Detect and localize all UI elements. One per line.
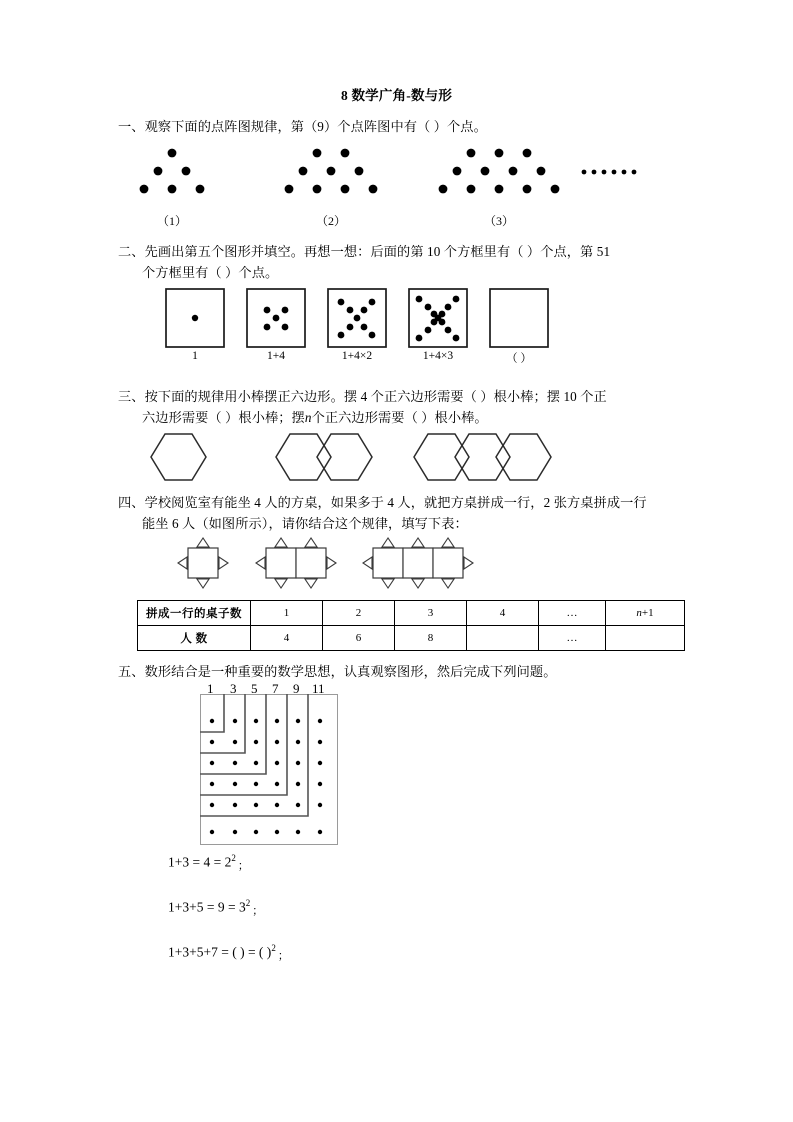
gnomon-label-9: 9 xyxy=(293,681,300,696)
dot-array-1 xyxy=(140,149,205,194)
hexagon-sticks-svg xyxy=(118,428,688,486)
question-4-text xyxy=(118,492,690,534)
equation-2-body: 1+3+5 = 9 = 3 xyxy=(168,899,246,915)
x-box-label-4: 1+4×3 xyxy=(422,350,454,362)
table-row-people xyxy=(138,626,685,651)
equation-1-body: 1+3 = 4 = 2 xyxy=(168,854,232,870)
equation-2-exponent: 2 xyxy=(245,898,251,908)
x-box-label-2: 1+4 xyxy=(267,350,285,362)
gnomon-label-7: 7 xyxy=(272,681,279,696)
n-suffix: +1 xyxy=(641,607,654,619)
figure-triangular-dot-arrays xyxy=(118,140,688,235)
x-box-label-5: （ ） xyxy=(506,353,532,365)
gnomon-label-1: 1 xyxy=(207,681,214,696)
equation-2-terminator: ； xyxy=(252,904,264,917)
dot-array-2 xyxy=(285,149,378,194)
desks-cell-4[interactable]: 4 xyxy=(467,601,539,626)
desks-cell-n-plus-1[interactable] xyxy=(606,601,685,626)
equation-3-body[interactable]: 1+3+5+7 = ( ) = ( ) xyxy=(168,944,272,960)
x-box-5-empty xyxy=(490,289,548,347)
question-2-line-1: 二、先画出第五个图形并填空。再想一想：后面的第 10 个方框里有（ ）个点，第 51 xyxy=(118,244,611,259)
question-3-line-1: 三、按下面的规律用小棒摆正六边形。摆 4 个正六边形需要（ ）根小棒；摆 10 个正 xyxy=(118,389,607,404)
equation-1-exponent: 2 xyxy=(231,853,236,863)
people-cell-ellipsis: … xyxy=(539,626,606,651)
x-box-1 xyxy=(166,289,224,347)
people-cell-n[interactable] xyxy=(606,626,685,651)
hexagon-group-3 xyxy=(414,434,551,480)
hexagon-group-2 xyxy=(276,434,372,480)
table-row-desks xyxy=(138,601,685,626)
gnomon-label-3: 3 xyxy=(230,681,237,696)
question-3-text xyxy=(118,386,690,428)
equation-1 xyxy=(168,853,249,873)
desk-people-table xyxy=(137,600,685,651)
desks-cell-ellipsis: … xyxy=(539,601,606,626)
x-box-3 xyxy=(328,289,386,347)
row-label-people: 人 数 xyxy=(138,626,251,651)
equation-2 xyxy=(168,898,263,918)
equation-3-exponent: 2 xyxy=(271,943,276,953)
question-3-line-2 xyxy=(118,407,690,428)
figure1-caption-3: （3） xyxy=(483,214,514,228)
figure-gnomon-dot-grid xyxy=(200,681,340,846)
desks-cell-1[interactable]: 1 xyxy=(251,601,323,626)
table-group-2 xyxy=(256,538,336,588)
equation-1-terminator: ； xyxy=(237,859,249,872)
question-4-line-1: 四、学校阅览室有能坐 4 人的方桌，如果多于 4 人，就把方桌拼成一行，2 张方桌拼成一行 xyxy=(118,495,647,510)
gnomon-dot-grid-svg xyxy=(200,694,340,846)
triangular-dot-arrays-svg xyxy=(118,140,688,235)
question-5-text: 五、数形结合是一种重要的数学思想，认真观察图形，然后完成下列问题。 xyxy=(118,664,557,679)
figure-hexagon-sticks xyxy=(118,428,688,486)
x-box-2 xyxy=(247,289,305,347)
people-cell-1[interactable]: 4 xyxy=(251,626,323,651)
page-title: 8 数学广角-数与形 xyxy=(340,88,453,103)
question-1-text: 一、观察下面的点阵图规律，第（9）个点阵图中有（ ）个点。 xyxy=(118,119,487,134)
ellipsis-dots xyxy=(582,170,637,175)
question-4-line-2: 能坐 6 人（如图所示），请你结合这个规律，填写下表： xyxy=(142,516,468,531)
dot-array-3 xyxy=(439,149,560,194)
people-cell-3[interactable]: 8 xyxy=(395,626,467,651)
gnomon-label-11: 11 xyxy=(312,681,325,696)
n-variable: n xyxy=(636,607,642,619)
x-box-4 xyxy=(409,289,467,347)
x-box-label-3: 1+4×2 xyxy=(341,350,373,362)
desks-cell-3[interactable]: 3 xyxy=(395,601,467,626)
x-box-label-1: 1 xyxy=(192,350,198,362)
desks-cell-2[interactable]: 2 xyxy=(323,601,395,626)
question-2-line-2: 个方框里有（ ）个点。 xyxy=(142,265,279,280)
row-label-desks: 拼成一行的桌子数 xyxy=(138,601,251,626)
figure1-caption-2: （2） xyxy=(315,214,346,228)
gnomon-label-5: 5 xyxy=(251,681,258,696)
question-3-line-2-part-a: 六边形需要（ ）根小棒；摆 xyxy=(142,410,305,425)
question-3-line-2-part-b: 个正六边形需要（ ）根小棒。 xyxy=(311,410,488,425)
equation-3-terminator: ； xyxy=(277,949,289,962)
people-cell-4[interactable] xyxy=(467,626,539,651)
figure-x-pattern-boxes xyxy=(118,288,688,372)
table-group-3 xyxy=(363,538,473,588)
table-group-1 xyxy=(178,538,228,588)
tables-with-people-svg xyxy=(118,534,688,596)
hexagon-group-1 xyxy=(151,434,206,480)
figure-tables-with-people xyxy=(118,534,688,596)
people-cell-2[interactable]: 6 xyxy=(323,626,395,651)
question-3-variable-n: n xyxy=(304,410,312,425)
figure1-caption-1: （1） xyxy=(156,214,187,228)
equation-3 xyxy=(168,943,289,963)
question-2-text xyxy=(118,241,690,283)
